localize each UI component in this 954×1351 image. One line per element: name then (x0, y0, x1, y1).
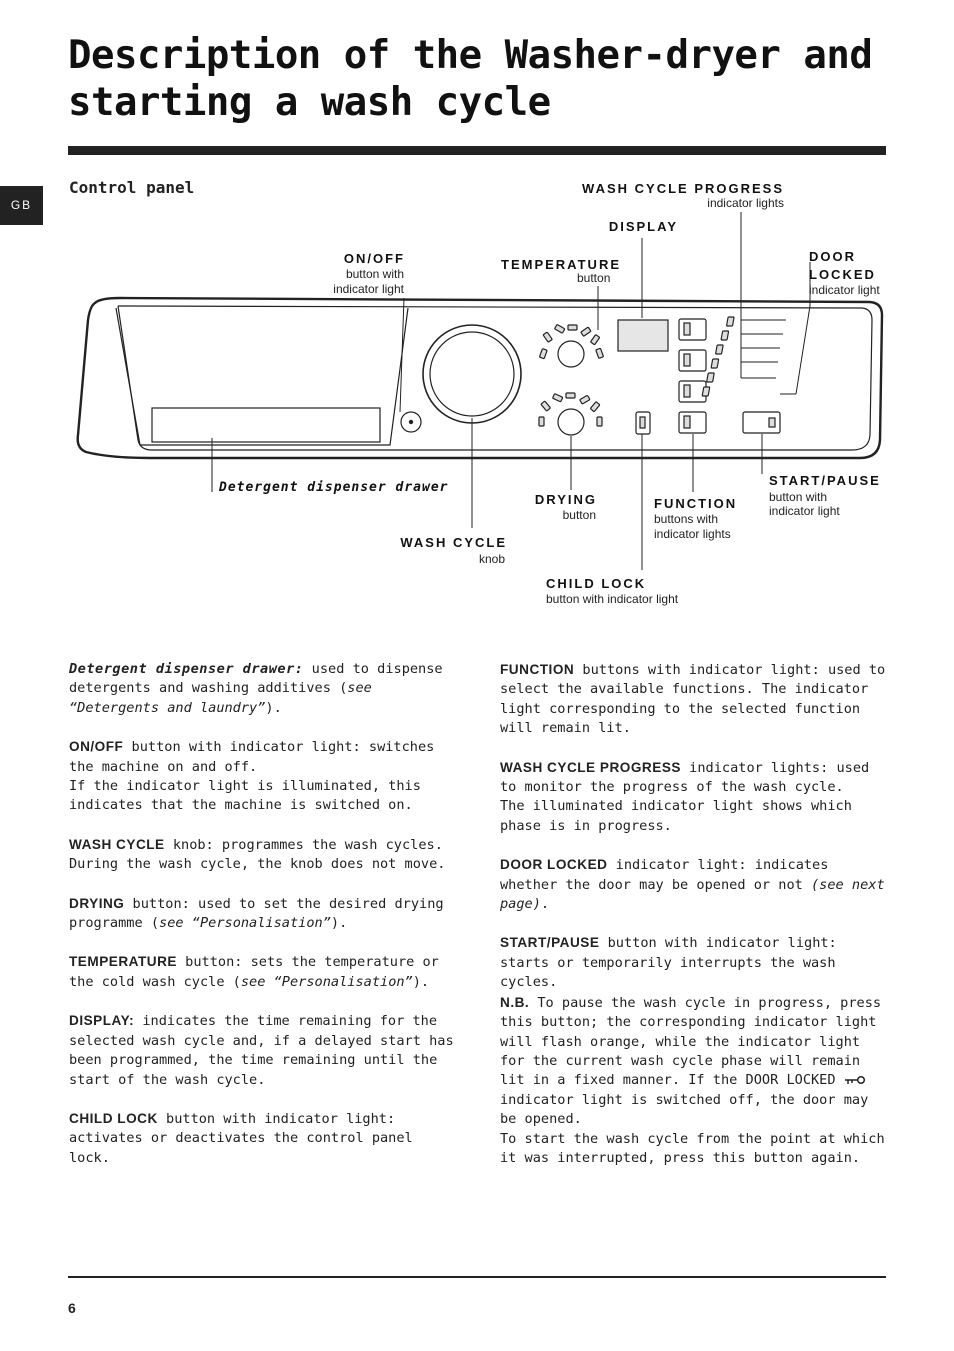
sub-door-locked: indicator light (809, 283, 880, 297)
term: TEMPERATURE (69, 954, 177, 970)
progress-lights (702, 317, 734, 396)
sub-on-off-2: indicator light (333, 282, 404, 296)
desc-start-pause (500, 933, 888, 1168)
footer-rule (68, 1276, 886, 1278)
term: DISPLAY: (69, 1013, 135, 1029)
desc-text: buttons with indicator light: used to select the available functions. The indicator light corresponding to the selected function will remain lit. (500, 662, 886, 737)
nb-text3: To start the wash cycle from the point at which it was interrupted, press this button again. (500, 1130, 885, 1166)
label-child-lock: CHILD LOCK (546, 576, 647, 591)
desc-text: knob: programmes the wash cycles. During the wash cycle, the knob does not move. (69, 836, 446, 873)
right-column (500, 660, 888, 1187)
desc-ref: see “Personalisation” (240, 973, 413, 990)
desc-text2: The illuminated indicator light shows which phase is in progress. (500, 798, 852, 834)
label-wash-cycle-progress: WASH CYCLE PROGRESS (582, 181, 784, 196)
label-temperature: TEMPERATURE (501, 257, 621, 272)
term: WASH CYCLE (69, 836, 165, 852)
desc-ref: see “Personalisation” (159, 915, 331, 932)
term: CHILD LOCK (69, 1110, 158, 1126)
sub-on-off-1: button with (345, 267, 404, 281)
desc-text: button with indicator light: starts or temporarily interrupts the wash cycles. (500, 935, 837, 991)
desc-door-locked (500, 855, 888, 914)
sub-start-pause-1: button with (769, 490, 828, 504)
desc-wash-cycle-progress (500, 758, 888, 837)
page-title-line1: Description of the Washer-dryer and (68, 33, 873, 78)
page-number: 6 (68, 1300, 76, 1316)
desc-function (500, 660, 888, 739)
desc-ref: see “Detergents and laundry” (69, 680, 372, 716)
detergent-drawer (116, 308, 408, 445)
desc-child-lock (69, 1109, 457, 1168)
nb-text2: indicator light is switched off, the door may be opened. (500, 1091, 869, 1128)
drying-button (558, 409, 584, 435)
desc-text: indicator lights: used to monitor the progress of the wash cycle. (500, 759, 870, 796)
desc-text: indicator light: indicates whether the door may be opened or not (500, 857, 829, 893)
label-function: FUNCTION (654, 496, 738, 511)
wash-cycle-knob (423, 325, 521, 423)
desc-end: ). (330, 915, 348, 932)
desc-text: button: used to set the desired drying programme ( (69, 895, 444, 932)
label-on-off: ON/OFF (343, 251, 405, 266)
desc-end: ). (265, 699, 282, 716)
nb-term: N.B. (500, 994, 530, 1010)
desc-ref: (see next page) (500, 876, 885, 913)
desc-text2: If the indicator light is illuminated, this indicates that the machine is switched on. (69, 778, 421, 814)
term: FUNCTION (500, 662, 575, 677)
desc-text: used to dispense detergents and washing additives ( (69, 661, 443, 697)
desc-temperature (69, 952, 457, 992)
temperature-button (558, 341, 584, 367)
sub-wash-cycle-progress: indicator lights (707, 196, 784, 210)
sub-start-pause-2: indicator light (769, 504, 840, 518)
sub-wash-cycle: knob (478, 552, 505, 566)
desc-on-off (69, 737, 457, 816)
term: DOOR LOCKED (500, 857, 608, 873)
desc-wash-cycle (69, 835, 457, 875)
label-start-pause: START/PAUSE (769, 473, 881, 488)
nb-text: To pause the wash cycle in progress, press this button; the corresponding indicator light will flash orange, while the indicator light for the current wash cycle phase will remain lit in a fixed manner. If the DOOR LOCKED (500, 994, 882, 1089)
term: START/PAUSE (500, 935, 600, 951)
language-tab: GB (0, 186, 43, 225)
term: DRYING (69, 895, 125, 911)
sub-drying: button (562, 508, 596, 522)
sub-function-1: buttons with (654, 512, 719, 526)
desc-text: indicates the time remaining for the selected wash cycle and, if a delayed start has been programmed, the time remaining until the start of the wash cycle. (69, 1013, 454, 1088)
label-detergent-drawer: Detergent dispenser drawer (219, 480, 449, 495)
desc-text: button with indicator light: switches the machine on and off. (69, 739, 435, 775)
label-door-locked-1: DOOR (809, 249, 856, 264)
section-title: Control panel (69, 178, 195, 197)
desc-end: ). (412, 973, 430, 990)
term: ON/OFF (69, 739, 124, 755)
label-door-locked-2: LOCKED (809, 267, 876, 282)
left-column (69, 660, 457, 1187)
label-display: DISPLAY (608, 219, 678, 234)
desc-end: . (540, 896, 550, 913)
label-drying: DRYING (534, 492, 597, 507)
desc-drying (69, 894, 457, 934)
page-title-line2: starting a wash cycle (68, 80, 551, 125)
key-icon (844, 1075, 866, 1085)
sub-child-lock: button with indicator light (546, 592, 679, 606)
function-buttons (679, 319, 706, 433)
term: WASH CYCLE PROGRESS (500, 759, 681, 775)
sub-temperature: button (577, 271, 611, 285)
label-wash-cycle: WASH CYCLE (400, 535, 507, 550)
desc-detergent (69, 660, 457, 718)
display-screen (618, 320, 668, 351)
term: Detergent dispenser drawer: (69, 661, 304, 677)
desc-text: button with indicator light: activates or deactivates the control panel lock. (69, 1110, 413, 1166)
sub-function-2: indicator lights (654, 527, 731, 541)
desc-display (69, 1011, 457, 1090)
desc-text: button: sets the temperature or the cold wash cycle ( (69, 954, 439, 990)
